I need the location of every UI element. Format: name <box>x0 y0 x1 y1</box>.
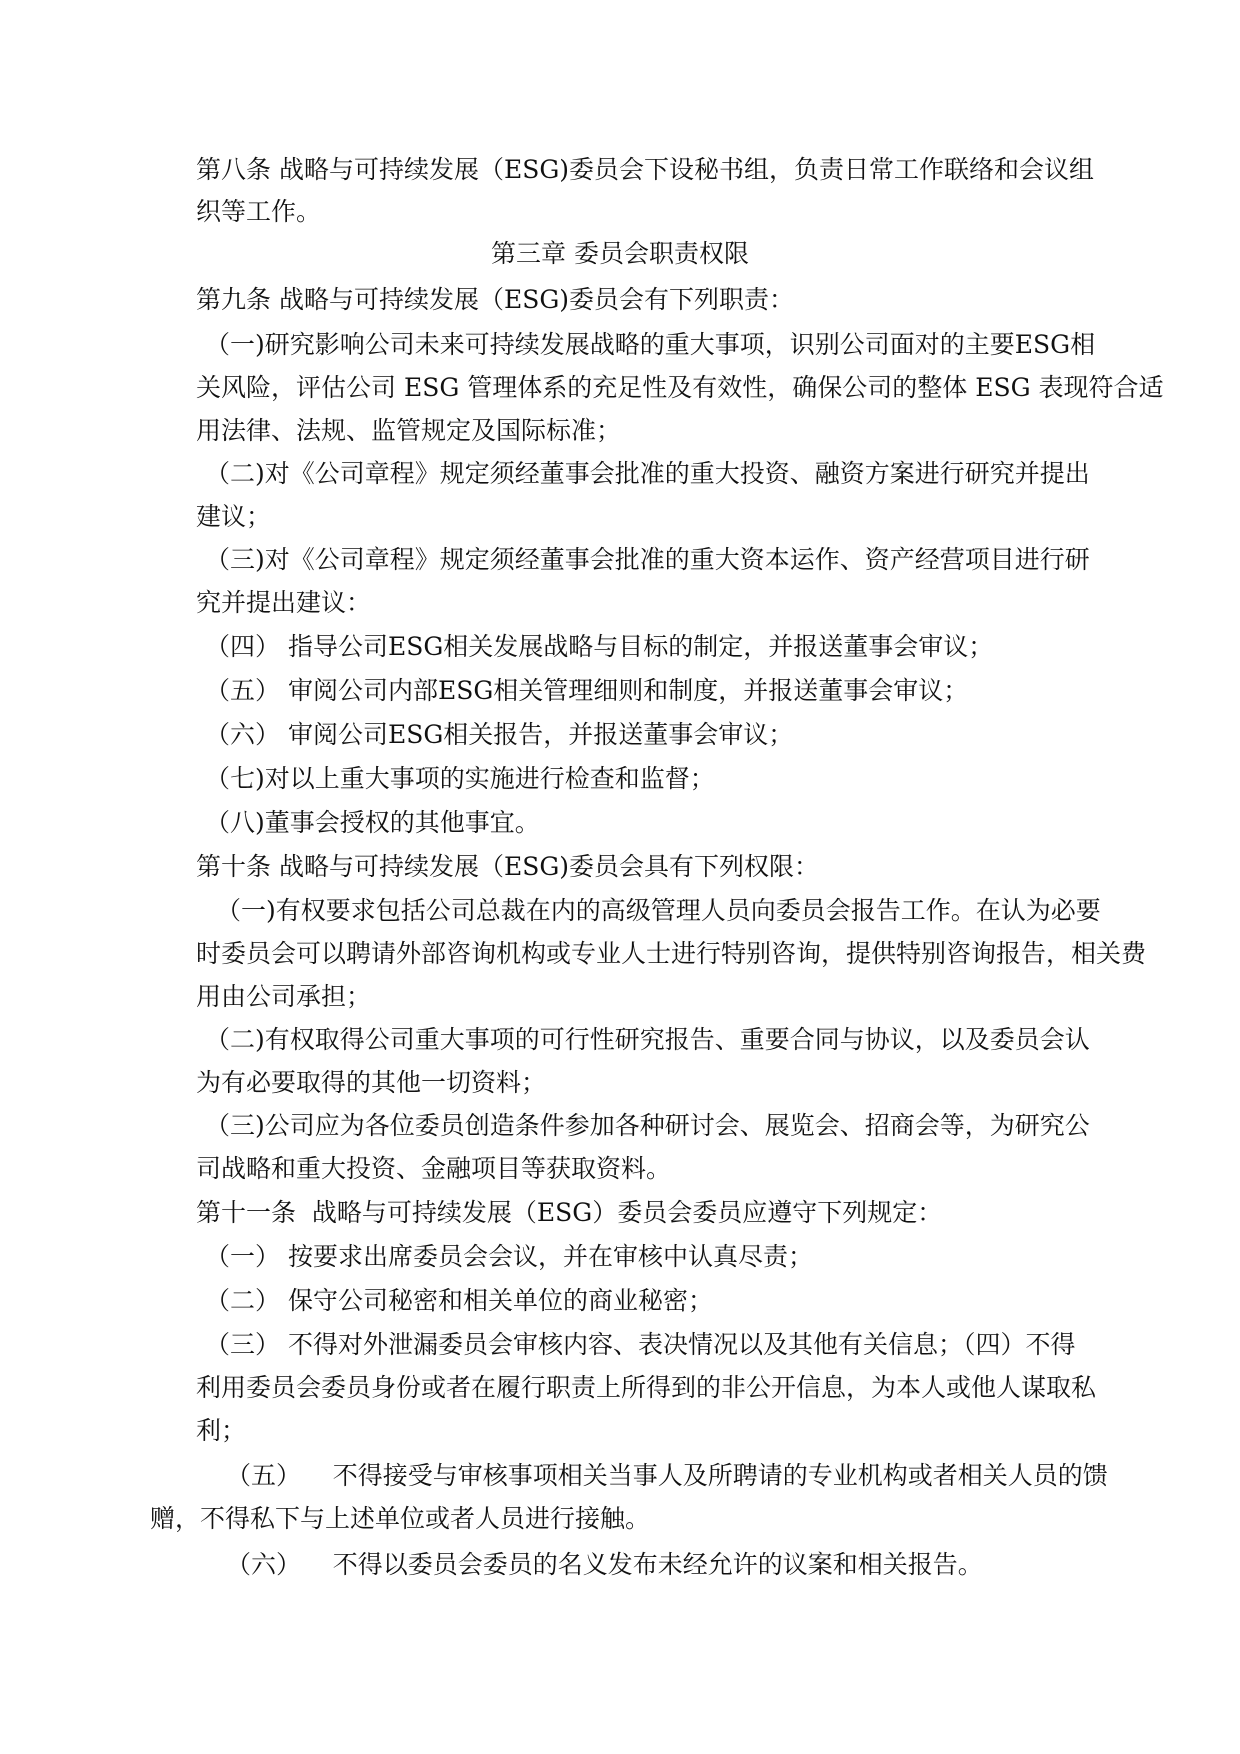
article-10-item-2-line-1: （二)有权取得公司重大事项的可行性研究报告、重要合同与协议，以及委员会认 <box>205 1025 1090 1054</box>
article-11-item-5-line-2: 赠，不得私下与上述单位或者人员进行接触。 <box>150 1504 651 1533</box>
article-11-item-1: （一） 按要求出席委员会会议，并在审核中认真尽责； <box>205 1242 813 1271</box>
article-11-item-2: （二） 保守公司秘密和相关单位的商业秘密； <box>205 1286 713 1315</box>
article-9-item-1-line-3: 用法律、法规、监管规定及国际标准； <box>196 416 622 445</box>
article-8-line-2: 织等工作。 <box>196 197 322 226</box>
article-9-item-3-line-2: 究并提出建议： <box>196 588 372 617</box>
article-9-item-5: （五） 审阅公司内部ESG相关管理细则和制度，并报送董事会审议； <box>205 676 969 705</box>
article-11-item-3-line-3: 利； <box>196 1416 247 1445</box>
article-9-item-3-line-1: （三)对《公司章程》规定须经董事会批准的重大资本运作、资产经营项目进行研 <box>205 545 1090 574</box>
article-9-item-2-line-1: （二)对《公司章程》规定须经董事会批准的重大投资、融资方案进行研究并提出 <box>205 459 1090 488</box>
article-11-item-3-line-2: 利用委员会委员身份或者在履行职责上所得到的非公开信息，为本人或他人谋取私 <box>196 1373 1097 1402</box>
article-10-item-1-line-2: 时委员会可以聘请外部咨询机构或专业人士进行特别咨询，提供特别咨询报告，相关费 <box>196 939 1147 968</box>
article-9-item-1-line-2: 关风险，评估公司 ESG 管理体系的充足性及有效性，确保公司的整体 ESG 表现符合适 <box>196 373 1164 402</box>
article-9-item-8: （八)董事会授权的其他事宜。 <box>205 808 540 837</box>
article-10-item-3-line-1: （三)公司应为各位委员创造条件参加各种研讨会、展览会、招商会等，为研究公 <box>205 1111 1090 1140</box>
article-9-item-6: （六） 审阅公司ESG相关报告，并报送董事会审议； <box>205 720 794 749</box>
article-11-item-5-line-1: （五） 不得接受与审核事项相关当事人及所聘请的专业机构或者相关人员的馈 <box>226 1461 1108 1490</box>
article-11-intro: 第十一条 战略与可持续发展（ESG）委员会委员应遵守下列规定： <box>196 1198 943 1227</box>
article-11-item-6: （六） 不得以委员会委员的名义发布未经允许的议案和相关报告。 <box>226 1550 983 1579</box>
article-9-item-4: （四） 指导公司ESG相关发展战略与目标的制定，并报送董事会审议； <box>205 632 994 661</box>
article-9-item-1-line-1: （一)研究影响公司未来可持续发展战略的重大事项，识别公司面对的主要ESG相 <box>205 330 1096 359</box>
chapter-3-title: 第三章 委员会职责权限 <box>491 239 749 268</box>
article-9-intro: 第九条 战略与可持续发展（ESG)委员会有下列职责： <box>196 285 795 314</box>
article-10-item-2-line-2: 为有必要取得的其他一切资料； <box>196 1068 547 1097</box>
article-11-item-3-line-1: （三） 不得对外泄漏委员会审核内容、表决情况以及其他有关信息；（四）不得 <box>205 1330 1076 1359</box>
article-8-line-1: 第八条 战略与可持续发展（ESG)委员会下设秘书组，负责日常工作联络和会议组 <box>196 155 1095 184</box>
article-10-item-1-line-3: 用由公司承担； <box>196 982 372 1011</box>
article-10-intro: 第十条 战略与可持续发展（ESG)委员会具有下列权限： <box>196 852 820 881</box>
article-10-item-1-line-1: （一)有权要求包括公司总裁在内的高级管理人员向委员会报告工作。在认为必要 <box>216 896 1101 925</box>
article-9-item-7: （七)对以上重大事项的实施进行检查和监督； <box>205 764 715 793</box>
article-10-item-3-line-2: 司战略和重大投资、金融项目等获取资料。 <box>196 1154 672 1183</box>
article-9-item-2-line-2: 建议； <box>196 502 272 531</box>
